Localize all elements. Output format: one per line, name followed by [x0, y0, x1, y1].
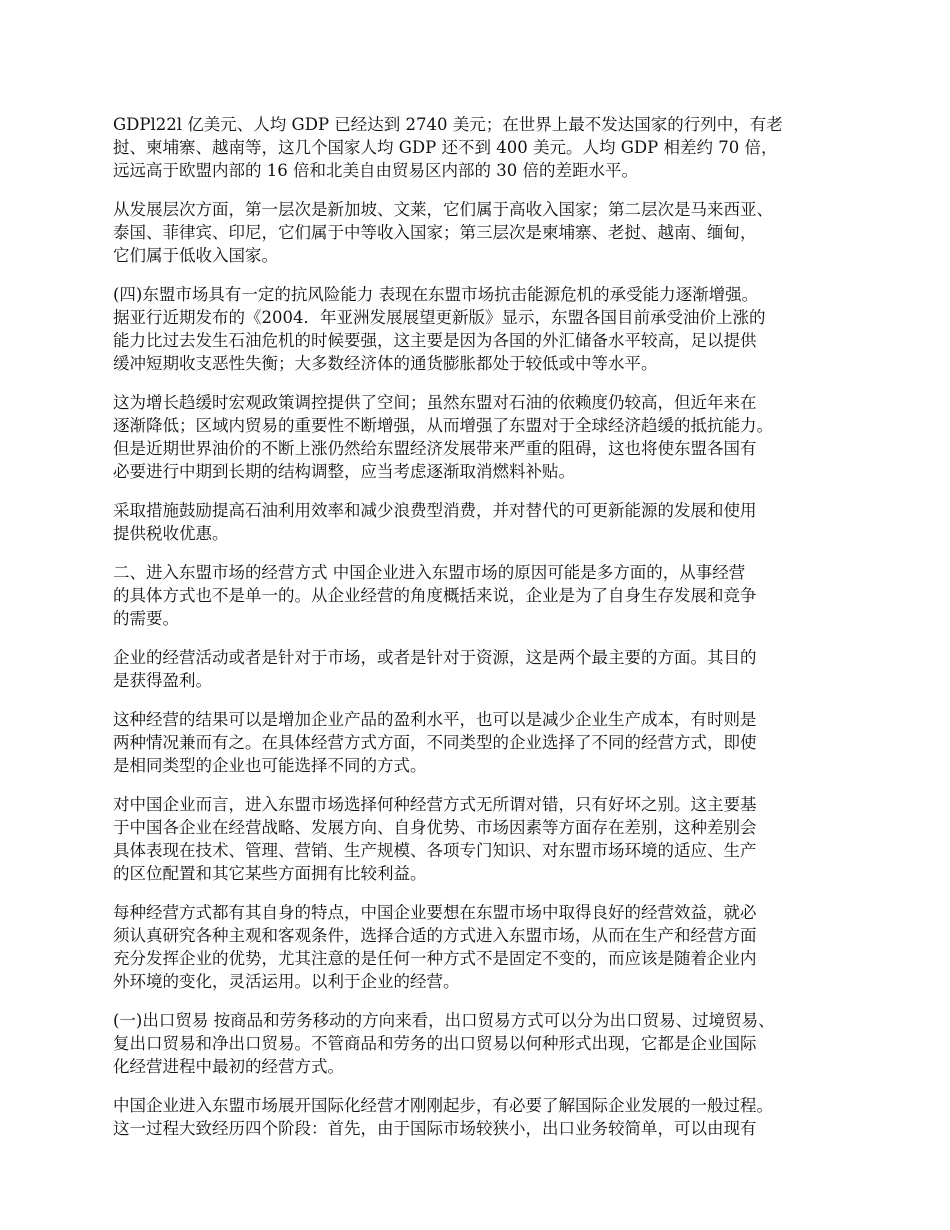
paragraph-11	[113, 1009, 853, 1078]
text-line: 这一过程大致经历四个阶段：首先，由于国际市场较狭小，出口业务较简单，可以由现有	[113, 1119, 757, 1138]
text-line: 这为增长趋缓时宏观政策调控提供了空间；虽然东盟对石油的依赖度仍较高，但近年来在	[113, 393, 757, 412]
text-line: GDPl22l 亿美元、人均 GDP 已经达到 2740 美元；在世界上最不发达国家的行列中，有老	[113, 115, 783, 134]
text-line: 二、进入东盟市场的经营方式 中国企业进入东盟市场的原因可能是多方面的，从事经营	[113, 563, 746, 582]
text-line: 据亚行近期发布的《2004．年亚洲发展展望更新版》显示，东盟各国目前承受油价上涨的	[113, 308, 766, 327]
text-line: 充分发挥企业的优势，尤其注意的是任何一种方式不是固定不变的，而应该是随着企业内	[113, 949, 757, 968]
paragraph-5	[113, 499, 853, 545]
text-line: 它们属于低收入国家。	[113, 246, 278, 265]
paragraph-6	[113, 561, 853, 630]
text-line: 泰国、菲律宾、印尼，它们属于中等收入国家；第三层次是柬埔寨、老挝、越南、缅甸，	[113, 223, 757, 242]
text-line: 化经营进程中最初的经营方式。	[113, 1057, 344, 1076]
text-line: 提供税收优惠。	[113, 524, 229, 543]
text-line: 两种情况兼而有之。在具体经营方式方面，不同类型的企业选择了不同的经营方式，即使	[113, 733, 757, 752]
text-line: 能力比过去发生石油危机的时候要强，这主要是因为各国的外汇储备水平较高，足以提供	[113, 331, 757, 350]
paragraph-2	[113, 198, 853, 267]
text-line: 从发展层次方面，第一层次是新加坡、文莱，它们属于高收入国家；第二层次是马来西亚、	[113, 200, 773, 219]
paragraph-8	[113, 708, 853, 777]
paragraph-4	[113, 391, 853, 483]
text-line: 的区位配置和其它某些方面拥有比较利益。	[113, 864, 427, 883]
text-line: 外环境的变化，灵活运用。以利于企业的经营。	[113, 972, 460, 991]
text-line: 于中国各企业在经营战略、发展方向、自身优势、市场因素等方面存在差别，这种差别会	[113, 818, 757, 837]
text-line: 须认真研究各种主观和客观条件，选择合适的方式进入东盟市场，从而在生产和经营方面	[113, 926, 757, 945]
paragraph-10	[113, 901, 853, 993]
paragraph-3	[113, 283, 853, 375]
paragraph-9	[113, 793, 853, 885]
text-line: 必要进行中期到长期的结构调整，应当考虑逐渐取消燃料补贴。	[113, 462, 575, 481]
text-line: 的需要。	[113, 609, 179, 628]
text-line: 中国企业进入东盟市场展开国际化经营才刚刚起步，有必要了解国际企业发展的一般过程。	[113, 1096, 773, 1115]
text-line: (一)出口贸易 按商品和劳务移动的方向来看，出口贸易方式可以分为出口贸易、过境贸易、	[113, 1011, 775, 1030]
text-line: 但是近期世界油价的不断上涨仍然给东盟经济发展带来严重的阻碍，这也将使东盟各国有	[113, 439, 757, 458]
document-body	[113, 113, 853, 1156]
text-line: 缓冲短期收支恶性失衡；大多数经济体的通货膨胀都处于较低或中等水平。	[113, 354, 658, 373]
text-line: 企业的经营活动或者是针对于市场，或者是针对于资源，这是两个最主要的方面。其目的	[113, 648, 757, 667]
paragraph-1	[113, 113, 853, 182]
text-line: 每种经营方式都有其自身的特点，中国企业要想在东盟市场中取得良好的经营效益，就必	[113, 903, 757, 922]
paragraph-7	[113, 646, 853, 692]
text-line: 对中国企业而言，进入东盟市场选择何种经营方式无所谓对错，只有好坏之别。这主要基	[113, 795, 757, 814]
text-line: 这种经营的结果可以是增加企业产品的盈利水平，也可以是减少企业生产成本，有时则是	[113, 710, 757, 729]
text-line: 是获得盈利。	[113, 671, 212, 690]
text-line: 远远高于欧盟内部的 16 倍和北美自由贸易区内部的 30 倍的差距水平。	[113, 161, 638, 180]
text-line: 挝、柬埔寨、越南等，这几个国家人均 GDP 还不到 400 美元。人均 GDP 相差约 70 倍，	[113, 138, 778, 157]
text-line: 复出口贸易和净出口贸易。不管商品和劳务的出口贸易以何种形式出现，它都是企业国际	[113, 1034, 757, 1053]
text-line: (四)东盟市场具有一定的抗风险能力 表现在东盟市场抗击能源危机的承受能力逐渐增强。	[113, 285, 759, 304]
text-line: 采取措施鼓励提高石油利用效率和减少浪费型消费，并对替代的可更新能源的发展和使用	[113, 501, 757, 520]
paragraph-12	[113, 1094, 853, 1140]
text-line: 的具体方式也不是单一的。从企业经营的角度概括来说，企业是为了自身生存发展和竞争	[113, 586, 757, 605]
text-line: 逐渐降低；区域内贸易的重要性不断增强，从而增强了东盟对于全球经济趋缓的抵抗能力。	[113, 416, 773, 435]
text-line: 具体表现在技术、管理、营销、生产规模、各项专门知识、对东盟市场环境的适应、生产	[113, 841, 757, 860]
text-line: 是相同类型的企业也可能选择不同的方式。	[113, 756, 427, 775]
